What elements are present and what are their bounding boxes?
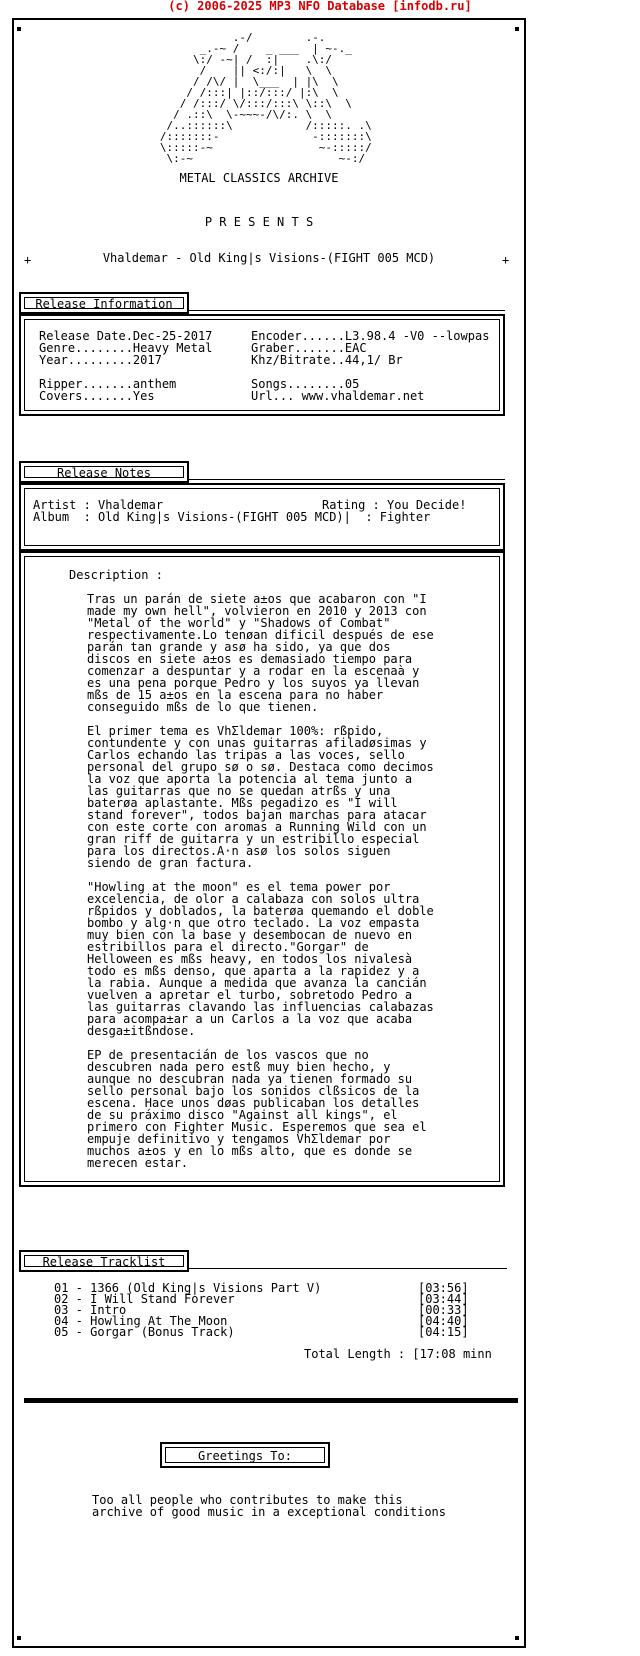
release-notes-tab xyxy=(19,461,189,483)
release-info-box xyxy=(19,314,505,416)
divider xyxy=(189,310,505,311)
description-paragraph: Tras un parán de siete a±os que acabaron con "I made my own hell", volvieron en 2010 y 2013 con "Metal of the world" y "Shadows of Combat" respectivamente.Lo tenøan dificil después de ese parán tan grande y asø ha sido, ya que dos discos en siete a±os es demasiado tiempo para comenzar a despuntar y a rodar en la escenaà y es una pena porque Pedro y los suyos ya llevan mßs de 15 a±os en la escena para no haber conseguido mßs de lo que tienen. xyxy=(87,592,434,714)
track-duration: [03:44] xyxy=(418,1292,469,1306)
logo-name: METAL CLASSICS ARCHIVE xyxy=(179,171,339,185)
corner-dot xyxy=(17,1636,21,1640)
bullet-icon: + xyxy=(502,253,510,267)
track-title: 03 - Intro xyxy=(54,1303,127,1317)
description-paragraph: El primer tema es VhΣldemar 100%: rßpido, contundente y con unas guitarras afiladøsimas y Carlos echando las tripas a las voces, sello personal del grupo sø o sø. Destaca como decimos la voz que aporta la potencia al tema junto a las guitarras que no se quedan atrßs y una baterøa aplastante. Mßs pegadizo es "I will stand forever", todos bajan marchas para atacar con este corte con aromas a Running Wild con un gran riff de guitarra y un estribillo especial para los directos.A·n asø los solos siguen siendo de gran factura. xyxy=(87,724,434,870)
track-duration: [04:40] xyxy=(418,1314,469,1328)
description-box xyxy=(19,551,505,1187)
track-duration: [00:33] xyxy=(418,1303,469,1317)
release-info-right: Encoder......L3.98.4 -V0 --lowpas Graber.......EAC Khz/Bitrate..44,1/ Br Songs........05 Url... www.vhaldemar.net xyxy=(251,329,490,403)
divider xyxy=(189,479,505,480)
track-title: 05 - Gorgar (Bonus Track) xyxy=(54,1325,235,1339)
tracklist-tab xyxy=(19,1250,189,1272)
bullet-icon: + xyxy=(24,253,32,267)
ascii-logo: .-/ .-. _.-~ / _ ___ | ~-._ \:/ -~| / :| .\:/ / || <:/:| \ \ / /\/ | \___ | |\ \ / /:::| |::/:::/ |:\ \ / /:::/ \/:::/:::\ \::\ \ / .::\ \-~~~-/\/:. \ \ /..::::::\ /:::::. .\ /:::::::- -:::::::\ \:::::-~ ~-:::::/ \:-~ ~-:/ xyxy=(159,31,372,165)
tracklist-heading: Release Tracklist xyxy=(42,1255,166,1269)
nfo-frame xyxy=(12,18,526,1648)
corner-dot xyxy=(17,27,21,31)
description-paragraph: "Howling at the moon" es el tema power por excelencia, de olor a calabaza con solos ultra rßpidos y doblados, la baterøa quemando el doble bombo y alg·n que otro teclado. La voz empasta muy bien con la base y desembocan de nuevo en estribillos para el directo."Gorgar" de Helloween es mßs heavy, en todos los nivalesà todo es mßs denso, que aparta a la rapidez y a la rabia. Aunque a medida que avanza la cancián vuelven a apretar el turbo, sobretodo Pedro a las guitarras clavando las influencias calabazas para acompa±ar a un Carlos a la voz que acaba desga±itßndose. xyxy=(87,880,434,1038)
release-notes-heading: Release Notes xyxy=(57,466,151,480)
track-duration: [04:15] xyxy=(418,1325,469,1339)
greetings-heading: Greetings To: xyxy=(198,1449,292,1463)
greetings-text: Too all people who contributes to make this archive of good music in a exceptional conditions xyxy=(92,1493,447,1519)
artist-album-block: Artist : Vhaldemar Rating : You Decide! Album : Old King|s Visions-(FIGHT 005 MCD)| : Fighter xyxy=(33,498,467,524)
presents-label: P R E S E N T S xyxy=(204,215,314,229)
thick-divider xyxy=(24,1398,518,1403)
release-info-heading: Release Information xyxy=(35,297,173,311)
release-title: Vhaldemar - Old King|s Visions-(FIGHT 005 MCD) xyxy=(102,251,436,265)
release-info-tab xyxy=(19,292,189,314)
copyright-credit: (c) 2006-2025 MP3 NFO Database [infodb.ru] xyxy=(168,0,472,13)
description-paragraph: EP de presentacián de los vascos que no descubren nada pero estß muy bien hecho, y aunque no descubran nada ya tienen formado su sello personal bajo los sonidos clßsicos de la escena. Hace unos døas publicaban los detalles de su práximo disco "Against all kings", el primero con Fighter Music. Esperemos que sea el empuje definitivo y tengamos VhΣldemar por muchos a±os y en lo mßs alto, que es donde se merecen estar. xyxy=(87,1048,427,1170)
track-title: 01 - 1366 (Old King|s Visions Part V) xyxy=(54,1281,322,1295)
description-label: Description : xyxy=(69,568,163,582)
total-length: Total Length : [17:08 minn xyxy=(304,1347,492,1361)
corner-dot xyxy=(515,1636,519,1640)
release-info-left: Release Date.Dec-25-2017 Genre........Heavy Metal Year.........2017 Ripper.......anthem Covers.......Yes xyxy=(39,329,213,403)
greetings-box xyxy=(160,1442,330,1468)
track-title: 02 - I Will Stand Forever xyxy=(54,1292,235,1306)
artist-album-box xyxy=(19,483,505,551)
track-title: 04 - Howling At The Moon xyxy=(54,1314,228,1328)
track-duration: [03:56] xyxy=(418,1281,469,1295)
divider xyxy=(189,1268,507,1269)
corner-dot xyxy=(515,27,519,31)
